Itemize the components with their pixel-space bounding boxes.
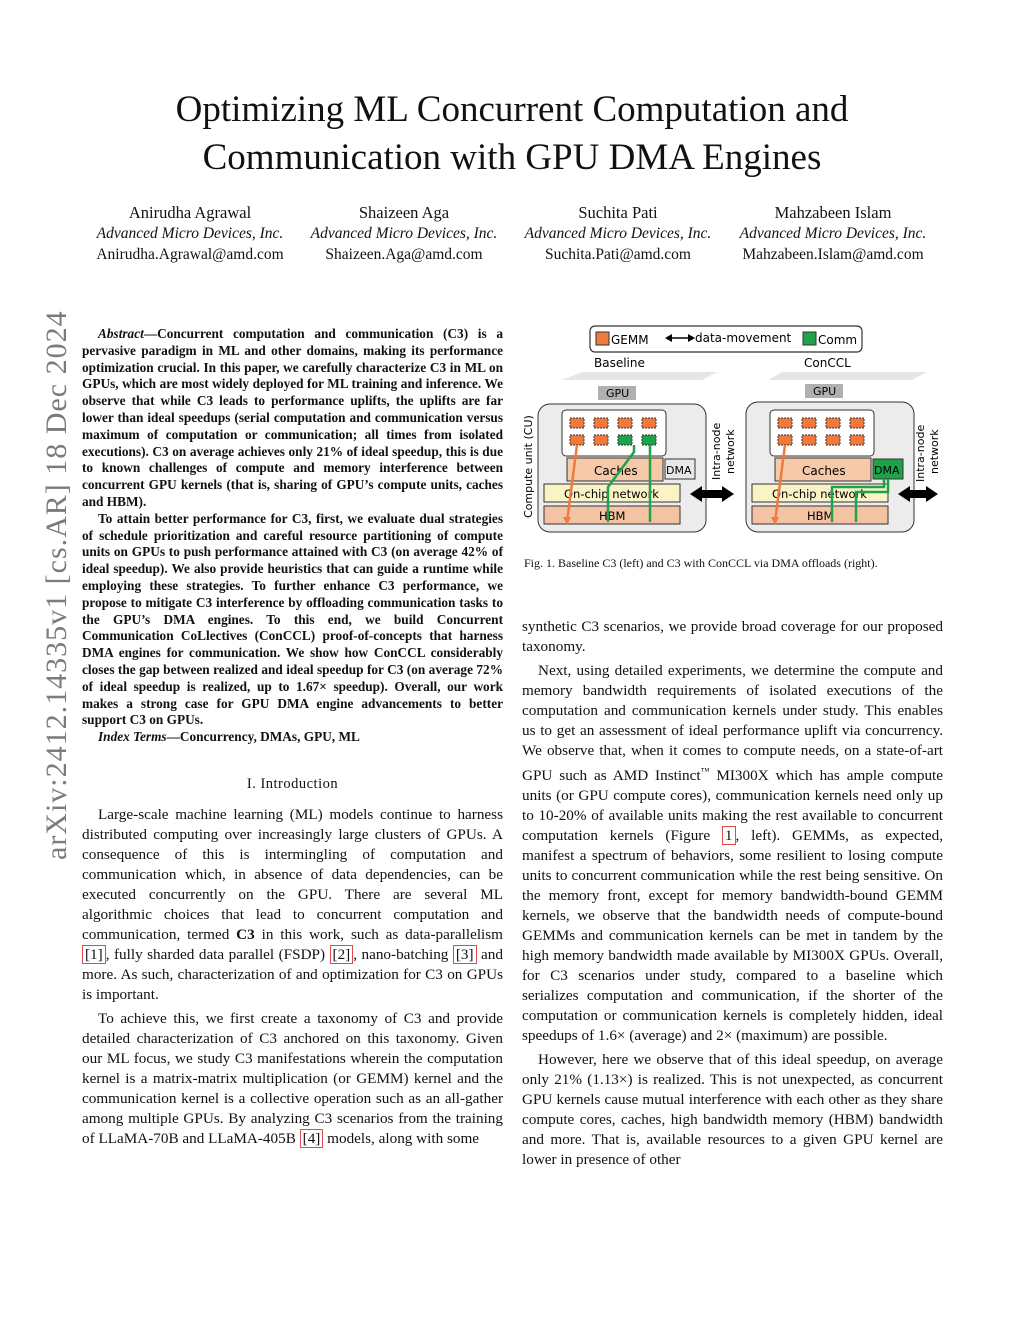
right-paragraph-1: Next, using detailed experiments, we determine the compute and memory bandwidth requirements of isolated executions of the computation and communication kernels under study. This enables us to get an assessment of ideal performance uplift via concurrency. We observe that, when it comes to compute needs, on a state-of-art GPU such as AMD Instinct™ MI300X which has ample compute units (or GPU compute cores), communication kernels need only up to 10-20% of available units making the rest available to concurrent computation kernels (Figure 1 , left). GEMMs, as expected, manifest a spectrum of behaviors, some resilient to losing compute units to concurrent communication while the rest being sensitive. On the memory front, except for memory bandwidth-bound GEMM kernels, we observe that the bandwidth needs of compute-bound GEMMs and communication kernels can be met in tandem by the high memory bandwidth made available by MI300X GPUs. Overall, for C3 scenarios under study, compared to a baseline which serializes computation and communication, if the shorter of the computation or communication kernels is completely hidden, ideal speedups of 1.6× (average) and 2× (maximum) are possible. [522,662,944,1045]
author-name: Shaizeen Aga [358,203,450,222]
baseline-shade [562,372,717,380]
intra-node-label-right-2: network [928,429,941,474]
legend-comm-text: Comm [818,333,858,347]
citation-link[interactable]: [2] [330,945,354,964]
figure-1-diagram [522,322,947,542]
author-email: Anirudha.Agrawal@amd.com [96,246,284,263]
author-block-1 [83,202,297,265]
author-affiliation: Advanced Micro Devices, Inc. [739,225,927,242]
legend-movement-text: data-movement [695,331,792,345]
abstract-paragraph-1: Abstract—Concurrent computation and communication (C3) is a pervasive paradigm in ML and other domains, making its performance optimization crucial. In this paper, we carefully characterize C3 in ML on GPUs, which are most widely deployed for ML training and inference. We observe that while C3 leads to performance uplifts, the uplifts are far lower than ideal speedups (serial computation and communication versus maximum of computation or communication; all times from isolated executions). C3 on average achieves only 21% of ideal speedup, this is due to known challenges of compute and memory interference between concurrent GPU kernels (that is, sharing of GPU’s compute units, caches and HBM). [82,326,503,509]
title-line-1: Optimizing ML Concurrent Computation and [175,89,849,130]
figure-link[interactable]: 1 [722,826,736,845]
index-terms-label: Index Terms [98,729,167,745]
citation-link[interactable]: [3] [453,945,477,964]
abstract-label: Abstract [98,326,144,341]
author-affiliation: Advanced Micro Devices, Inc. [310,225,498,242]
author-block-3 [511,202,725,265]
intra-node-label-right-1: Intra-node [914,424,927,482]
index-terms: Index Terms—Concurrency, DMAs, GPU, ML [98,729,360,745]
intro-paragraph-1: Large-scale machine learning (ML) models continue to harness distributed computing over increasingly large clusters of GPUs. A consequence of this is intermingling of computation and communication which, in absence of data dependencies, can be executed concurrently on the GPU. There are several ML algorithmic choices that lead to concurrent computation and communication, termed C3 in this work, such as data-parallelism [1] , fully sharded data parallel (FSDP) [2] , nano-batching [3] and more. As such, characterization of and optimization for C3 on GPUs is important. [82,805,503,1003]
figure-caption: Fig. 1. Baseline C3 (left) and C3 with ConCCL via DMA offloads (right). [524,556,878,570]
intra-node-label-left-1: Intra-node [710,422,723,480]
conccl-shade [768,372,927,380]
legend-gemm-swatch [596,332,609,345]
right-paragraph-0: synthetic C3 scenarios, we provide broad coverage for our proposed taxonomy. [522,618,943,655]
caches-label-right: Caches [802,464,846,478]
author-email: Mahzabeen.Islam@amd.com [742,246,924,263]
author-block-2 [297,202,511,265]
gpu-label-left: GPU [606,387,630,400]
author-name: Suchita Pati [578,203,658,222]
author-email: Shaizeen.Aga@amd.com [325,246,483,263]
title-line-2: Communication with GPU DMA Engines [202,137,822,178]
author-name: Anirudha Agrawal [128,203,252,222]
citation-link[interactable]: [1] [82,945,106,964]
dma-label-left: DMA [666,464,692,477]
gpu-label-right: GPU [813,385,837,398]
arxiv-identifier: arXiv:2412.14335v1 [cs.AR] 18 Dec 2024 [40,310,73,860]
abstract [82,326,503,746]
right-paragraph-2: However, here we observe that of this ideal speedup, on average only 21% (1.13×) is realized. This is not unexpected, as concurrent GPU kernels cause mutual interference with each other as they share compute cores, caches, high bandwidth memory (HBM) bandwidth and more. That is, available resources to a given GPU kernel are lower in presence of other [522,1051,943,1169]
introduction-body [82,805,503,1149]
section-heading-introduction: I. Introduction [246,775,339,792]
legend-gemm-text: GEMM [611,333,649,347]
intro-paragraph-2: To achieve this, we first create a taxonomy of C3 and provide detailed characterization of C3 anchored on this taxonomy. Given our ML focus, we study C3 manifestations wherein the computation kernel is a matrix-matrix multiplication (or GEMM) kernel and the communication kernel is a collective operation such as an all-gather among multiple GPUs. By analyzing C3 scenarios from the training of LLaMA-70B and LLaMA-405B [4] models, along with some [82,1009,503,1147]
author-affiliation: Advanced Micro Devices, Inc. [96,225,284,242]
figure-1 [522,322,947,542]
right-column [522,617,943,1174]
baseline-label: Baseline [594,356,645,370]
cu-axis-label: Compute unit (CU) [522,415,535,518]
legend-comm-swatch [803,332,816,345]
author-name: Mahzabeen Islam [774,203,892,222]
hbm-label-left: HBM [599,509,626,523]
hbm-label-right: HBM [807,509,834,523]
dma-label-right: DMA [874,464,900,477]
caches-label-left: Caches [594,464,638,478]
conccl-label: ConCCL [804,356,851,370]
author-affiliation: Advanced Micro Devices, Inc. [524,225,712,242]
onchip-label-right: On-chip network [772,487,867,501]
author-block-4 [726,202,940,265]
abstract-paragraph-2: To attain better performance for C3, first, we evaluate dual strategies of schedule prioritization and careful resource partitioning of compute units on GPUs to push performance attained with C3 (on average 42% of ideal speedup). We also provide heuristics that can guide a runtime while employing these strategies. To further enhance C3 performance, we propose to mitigate C3 interference by offloading communication tasks to the GPU’s DMA engines. To this end, we build Concurrent Communication CoLlectives (ConCCL) proof-of-concepts that harness DMA engines for communication. We show how ConCCL considerably closes the gap between realized and ideal speedup for C3 (on average 72% of ideal speedup is realized, up to 1.67× speedup). Overall, our work makes a strong case for GPU DMA engine advancements to better support C3 on GPUs. [82,510,503,728]
left-column [82,326,503,1153]
author-email: Suchita.Pati@amd.com [544,246,691,263]
citation-link[interactable]: [4] [300,1129,324,1148]
intra-node-label-left-2: network [724,429,737,474]
paper-title [0,86,1024,182]
onchip-label-left: On-chip network [564,487,659,501]
